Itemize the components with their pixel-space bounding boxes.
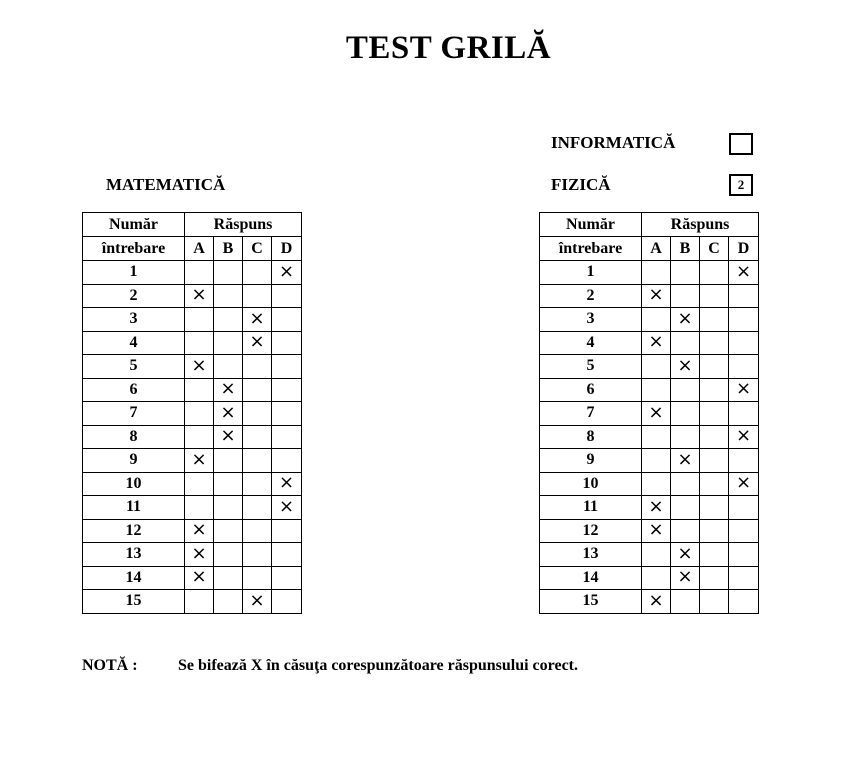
fizica-table-row xyxy=(540,284,759,308)
matematica-question-number: 5 xyxy=(83,355,185,379)
matematica-answer-cell-c[interactable] xyxy=(243,331,272,355)
fizica-answer-cell-c[interactable] xyxy=(700,308,729,332)
fizica-answer-cell-b[interactable] xyxy=(671,566,700,590)
matematica-table-row xyxy=(83,355,302,379)
fizica-answer-cell-c[interactable] xyxy=(700,566,729,590)
x-mark-icon: × xyxy=(191,542,207,564)
matematica-question-number: 13 xyxy=(83,543,185,567)
matematica-question-number: 15 xyxy=(83,590,185,614)
matematica-answer-cell-c[interactable] xyxy=(243,590,272,614)
fizica-answer-cell-b[interactable] xyxy=(671,308,700,332)
fizica-answer-cell-b[interactable] xyxy=(671,378,700,402)
matematica-answer-cell-c[interactable] xyxy=(243,284,272,308)
matematica-header-option: D xyxy=(272,237,302,261)
fizica-table-row xyxy=(540,543,759,567)
matematica-answer-cell-a[interactable] xyxy=(185,590,214,614)
matematica-answer-cell-b[interactable] xyxy=(214,308,243,332)
matematica-header-number: Număr xyxy=(83,213,185,237)
x-mark-icon: × xyxy=(735,472,752,494)
x-mark-icon: × xyxy=(677,566,693,588)
matematica-answer-grid xyxy=(82,212,302,614)
matematica-question-number: 11 xyxy=(83,496,185,520)
matematica-answer-cell-b[interactable] xyxy=(214,355,243,379)
fizica-answer-cell-d[interactable] xyxy=(729,590,759,614)
fizica-answer-cell-b[interactable] xyxy=(671,496,700,520)
fizica-answer-cell-b[interactable] xyxy=(671,472,700,496)
matematica-answer-cell-d[interactable] xyxy=(272,378,302,402)
matematica-table-row xyxy=(83,543,302,567)
note xyxy=(82,657,578,675)
fizica-table-row xyxy=(540,519,759,543)
x-mark-icon: × xyxy=(191,566,207,588)
matematica-answer-cell-a[interactable] xyxy=(185,519,214,543)
fizica-answer-cell-d[interactable] xyxy=(729,331,759,355)
matematica-question-number: 7 xyxy=(83,402,185,426)
fizica-answer-cell-c[interactable] xyxy=(700,378,729,402)
matematica-answer-cell-d[interactable] xyxy=(272,496,302,520)
matematica-answer-cell-b[interactable] xyxy=(214,519,243,543)
matematica-answer-cell-d[interactable] xyxy=(272,449,302,473)
fizica-answer-cell-b[interactable] xyxy=(671,425,700,449)
fizica-question-number: 2 xyxy=(540,284,642,308)
fizica-label: FIZICĂ xyxy=(551,175,611,194)
matematica-header-option: A xyxy=(185,237,214,261)
fizica-table-row xyxy=(540,308,759,332)
fizica-answer-cell-a[interactable] xyxy=(642,378,671,402)
fizica-answer-cell-a[interactable] xyxy=(642,308,671,332)
matematica-answer-cell-c[interactable] xyxy=(243,472,272,496)
fizica-answer-cell-a[interactable] xyxy=(642,355,671,379)
matematica-answer-cell-a[interactable] xyxy=(185,378,214,402)
matematica-table-row xyxy=(83,261,302,285)
matematica-answer-cell-b[interactable] xyxy=(214,496,243,520)
fizica-question-number: 6 xyxy=(540,378,642,402)
matematica-question-number: 6 xyxy=(83,378,185,402)
x-mark-icon: × xyxy=(648,589,664,611)
matematica-table-row xyxy=(83,496,302,520)
x-mark-icon: × xyxy=(220,425,236,447)
fizica-answer-cell-c[interactable] xyxy=(700,425,729,449)
x-mark-icon: × xyxy=(735,425,752,447)
fizica-table-row xyxy=(540,496,759,520)
matematica-answer-cell-d[interactable] xyxy=(272,402,302,426)
matematica-answer-cell-d[interactable] xyxy=(272,566,302,590)
matematica-answer-cell-b[interactable] xyxy=(214,566,243,590)
matematica-answer-cell-a[interactable] xyxy=(185,472,214,496)
matematica-table-row xyxy=(83,449,302,473)
fizica-table-row xyxy=(540,402,759,426)
x-mark-icon: × xyxy=(648,519,664,541)
matematica-answer-cell-c[interactable] xyxy=(243,519,272,543)
matematica-answer-cell-c[interactable] xyxy=(243,566,272,590)
matematica-answer-cell-d[interactable] xyxy=(272,590,302,614)
matematica-answer-cell-d[interactable] xyxy=(272,308,302,332)
x-mark-icon: × xyxy=(648,401,664,423)
matematica-answer-cell-c[interactable] xyxy=(243,543,272,567)
matematica-table-row xyxy=(83,519,302,543)
matematica-answer-cell-c[interactable] xyxy=(243,308,272,332)
matematica-question-number: 8 xyxy=(83,425,185,449)
x-mark-icon: × xyxy=(735,378,752,400)
matematica-answer-cell-a[interactable] xyxy=(185,402,214,426)
matematica-answer-cell-a[interactable] xyxy=(185,496,214,520)
fizica-answer-cell-a[interactable] xyxy=(642,331,671,355)
matematica-answer-cell-a[interactable] xyxy=(185,331,214,355)
matematica-table-row xyxy=(83,331,302,355)
fizica-answer-cell-a[interactable] xyxy=(642,566,671,590)
matematica-answer-cell-c[interactable] xyxy=(243,402,272,426)
matematica-question-number: 4 xyxy=(83,331,185,355)
matematica-question-number: 10 xyxy=(83,472,185,496)
fizica-header-option: C xyxy=(700,237,729,261)
matematica-answer-cell-d[interactable] xyxy=(272,261,302,285)
x-mark-icon: × xyxy=(191,284,207,306)
matematica-question-number: 1 xyxy=(83,261,185,285)
fizica-answer-cell-a[interactable] xyxy=(642,590,671,614)
x-mark-icon: × xyxy=(249,307,265,329)
fizica-header-option: A xyxy=(642,237,671,261)
matematica-answer-cell-b[interactable] xyxy=(214,543,243,567)
fizica-question-number: 3 xyxy=(540,308,642,332)
matematica-answer-cell-a[interactable] xyxy=(185,425,214,449)
fizica-answer-cell-d[interactable] xyxy=(729,402,759,426)
fizica-answer-cell-d[interactable] xyxy=(729,449,759,473)
matematica-answer-cell-c[interactable] xyxy=(243,378,272,402)
x-mark-icon: × xyxy=(220,401,236,423)
fizica-question-number: 1 xyxy=(540,261,642,285)
matematica-answer-cell-c[interactable] xyxy=(243,425,272,449)
x-mark-icon: × xyxy=(220,378,236,400)
matematica-answer-cell-a[interactable] xyxy=(185,308,214,332)
matematica-header-option: B xyxy=(214,237,243,261)
x-mark-icon: × xyxy=(191,519,207,541)
matematica-header-question: întrebare xyxy=(83,237,185,261)
page-title: TEST GRILĂ xyxy=(345,30,552,66)
fizica-answer-cell-c[interactable] xyxy=(700,402,729,426)
matematica-answer-cell-a[interactable] xyxy=(185,543,214,567)
fizica-table-row xyxy=(540,261,759,285)
fizica-answer-cell-c[interactable] xyxy=(700,331,729,355)
fizica-answer-cell-b[interactable] xyxy=(671,331,700,355)
matematica-question-number: 3 xyxy=(83,308,185,332)
fizica-table-row xyxy=(540,590,759,614)
matematica-table-row xyxy=(83,590,302,614)
fizica-answer-cell-b[interactable] xyxy=(671,590,700,614)
matematica-answer-cell-d[interactable] xyxy=(272,425,302,449)
fizica-checkbox[interactable]: 2 xyxy=(729,174,753,196)
informatica-checkbox[interactable] xyxy=(729,133,753,155)
note-label: NOTĂ : xyxy=(82,657,138,674)
fizica-table-row xyxy=(540,566,759,590)
x-mark-icon: × xyxy=(278,472,295,494)
matematica-table-row xyxy=(83,284,302,308)
matematica-answer-cell-c[interactable] xyxy=(243,496,272,520)
matematica-question-number: 9 xyxy=(83,449,185,473)
fizica-answer-cell-d[interactable] xyxy=(729,261,759,285)
fizica-answer-cell-d[interactable] xyxy=(729,543,759,567)
matematica-answer-cell-b[interactable] xyxy=(214,378,243,402)
x-mark-icon: × xyxy=(648,331,664,353)
x-mark-icon: × xyxy=(278,260,295,282)
matematica-answer-cell-d[interactable] xyxy=(272,543,302,567)
matematica-answer-cell-a[interactable] xyxy=(185,355,214,379)
matematica-answer-cell-c[interactable] xyxy=(243,355,272,379)
matematica-answer-cell-a[interactable] xyxy=(185,261,214,285)
matematica-answer-cell-b[interactable] xyxy=(214,472,243,496)
fizica-answer-cell-d[interactable] xyxy=(729,378,759,402)
matematica-question-number: 12 xyxy=(83,519,185,543)
fizica-answer-cell-c[interactable] xyxy=(700,284,729,308)
fizica-question-number: 9 xyxy=(540,449,642,473)
x-mark-icon: × xyxy=(278,495,295,517)
fizica-question-number: 10 xyxy=(540,472,642,496)
fizica-header-question: întrebare xyxy=(540,237,642,261)
matematica-answer-cell-b[interactable] xyxy=(214,284,243,308)
fizica-answer-cell-a[interactable] xyxy=(642,284,671,308)
fizica-table-row xyxy=(540,331,759,355)
fizica-answer-cell-c[interactable] xyxy=(700,590,729,614)
x-mark-icon: × xyxy=(648,495,664,517)
matematica-answer-cell-a[interactable] xyxy=(185,449,214,473)
matematica-header-option: C xyxy=(243,237,272,261)
matematica-answer-cell-b[interactable] xyxy=(214,331,243,355)
matematica-answer-cell-c[interactable] xyxy=(243,449,272,473)
fizica-answer-cell-d[interactable] xyxy=(729,472,759,496)
fizica-answer-cell-c[interactable] xyxy=(700,496,729,520)
x-mark-icon: × xyxy=(648,284,664,306)
matematica-answer-cell-d[interactable] xyxy=(272,519,302,543)
fizica-answer-cell-b[interactable] xyxy=(671,402,700,426)
x-mark-icon: × xyxy=(677,354,693,376)
fizica-answer-cell-b[interactable] xyxy=(671,519,700,543)
matematica-table-row xyxy=(83,566,302,590)
fizica-header-option: B xyxy=(671,237,700,261)
matematica-answer-cell-d[interactable] xyxy=(272,284,302,308)
matematica-question-number: 2 xyxy=(83,284,185,308)
fizica-answer-cell-a[interactable] xyxy=(642,402,671,426)
fizica-question-number: 7 xyxy=(540,402,642,426)
x-mark-icon: × xyxy=(191,448,207,470)
fizica-question-number: 15 xyxy=(540,590,642,614)
fizica-header-answer: Răspuns xyxy=(642,213,759,237)
matematica-answer-cell-a[interactable] xyxy=(185,284,214,308)
x-mark-icon: × xyxy=(677,448,693,470)
fizica-question-number: 8 xyxy=(540,425,642,449)
fizica-header-number: Număr xyxy=(540,213,642,237)
fizica-table-row xyxy=(540,449,759,473)
informatica-label: INFORMATICĂ xyxy=(551,133,676,152)
fizica-answer-cell-c[interactable] xyxy=(700,355,729,379)
fizica-answer-cell-d[interactable] xyxy=(729,308,759,332)
matematica-answer-cell-b[interactable] xyxy=(214,449,243,473)
matematica-table-row xyxy=(83,402,302,426)
fizica-question-number: 13 xyxy=(540,543,642,567)
matematica-question-number: 14 xyxy=(83,566,185,590)
x-mark-icon: × xyxy=(677,307,693,329)
fizica-header-option: D xyxy=(729,237,759,261)
matematica-answer-cell-b[interactable] xyxy=(214,590,243,614)
x-mark-icon: × xyxy=(249,331,265,353)
fizica-answer-cell-c[interactable] xyxy=(700,519,729,543)
matematica-answer-cell-a[interactable] xyxy=(185,566,214,590)
matematica-answer-cell-b[interactable] xyxy=(214,261,243,285)
fizica-answer-cell-a[interactable] xyxy=(642,261,671,285)
matematica-label: MATEMATICĂ xyxy=(106,175,226,194)
fizica-answer-cell-d[interactable] xyxy=(729,566,759,590)
fizica-answer-cell-c[interactable] xyxy=(700,261,729,285)
fizica-answer-cell-b[interactable] xyxy=(671,284,700,308)
matematica-answer-cell-d[interactable] xyxy=(272,355,302,379)
matematica-table-row xyxy=(83,425,302,449)
x-mark-icon: × xyxy=(735,260,752,282)
fizica-table-row xyxy=(540,472,759,496)
matematica-header-answer: Răspuns xyxy=(185,213,302,237)
note-text: Se bifează X în căsuţa corespunzătoare răspunsului corect. xyxy=(178,657,578,674)
fizica-table-row xyxy=(540,355,759,379)
x-mark-icon: × xyxy=(191,354,207,376)
fizica-table-row xyxy=(540,378,759,402)
fizica-answer-grid xyxy=(539,212,759,614)
fizica-answer-cell-a[interactable] xyxy=(642,425,671,449)
matematica-answer-cell-b[interactable] xyxy=(214,402,243,426)
x-mark-icon: × xyxy=(677,542,693,564)
fizica-answer-cell-d[interactable] xyxy=(729,496,759,520)
fizica-answer-cell-c[interactable] xyxy=(700,543,729,567)
fizica-answer-cell-b[interactable] xyxy=(671,261,700,285)
fizica-answer-cell-a[interactable] xyxy=(642,543,671,567)
fizica-answer-cell-b[interactable] xyxy=(671,355,700,379)
fizica-answer-cell-d[interactable] xyxy=(729,355,759,379)
fizica-question-number: 14 xyxy=(540,566,642,590)
fizica-question-number: 11 xyxy=(540,496,642,520)
matematica-answer-cell-b[interactable] xyxy=(214,425,243,449)
matematica-answer-cell-d[interactable] xyxy=(272,331,302,355)
fizica-question-number: 4 xyxy=(540,331,642,355)
fizica-answer-cell-b[interactable] xyxy=(671,543,700,567)
fizica-answer-cell-a[interactable] xyxy=(642,519,671,543)
matematica-table-row xyxy=(83,472,302,496)
fizica-answer-cell-c[interactable] xyxy=(700,472,729,496)
fizica-question-number: 5 xyxy=(540,355,642,379)
fizica-question-number: 12 xyxy=(540,519,642,543)
matematica-answer-cell-d[interactable] xyxy=(272,472,302,496)
fizica-table-row xyxy=(540,425,759,449)
fizica-answer-cell-a[interactable] xyxy=(642,472,671,496)
fizica-answer-cell-a[interactable] xyxy=(642,449,671,473)
matematica-table-row xyxy=(83,308,302,332)
fizica-answer-cell-a[interactable] xyxy=(642,496,671,520)
fizica-answer-cell-d[interactable] xyxy=(729,284,759,308)
matematica-answer-cell-c[interactable] xyxy=(243,261,272,285)
fizica-answer-cell-d[interactable] xyxy=(729,519,759,543)
fizica-answer-cell-b[interactable] xyxy=(671,449,700,473)
fizica-answer-cell-c[interactable] xyxy=(700,449,729,473)
matematica-table-row xyxy=(83,378,302,402)
fizica-answer-cell-d[interactable] xyxy=(729,425,759,449)
x-mark-icon: × xyxy=(249,589,265,611)
